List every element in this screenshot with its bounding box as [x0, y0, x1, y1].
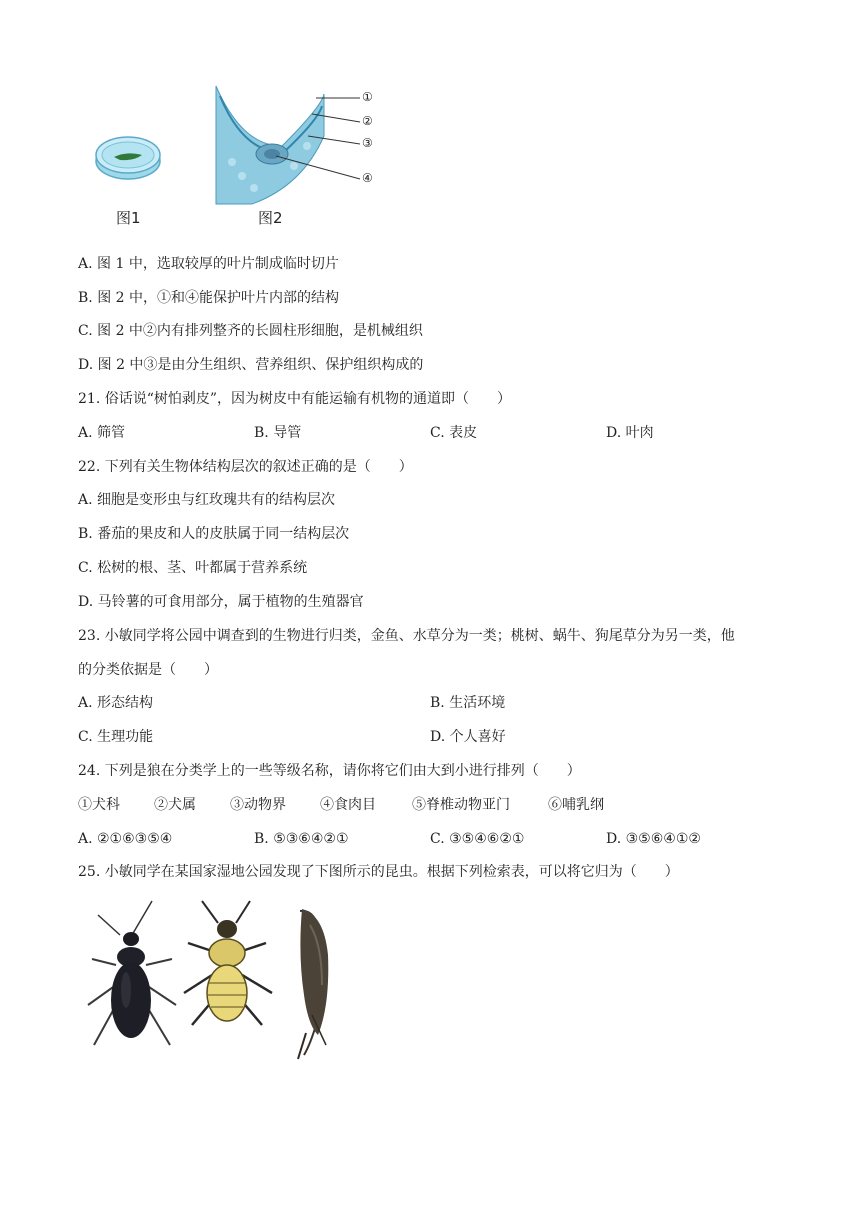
label-2: ② [362, 114, 373, 128]
weevil-image [298, 909, 328, 1059]
figure-1-caption: 图1 [116, 209, 141, 227]
q24-item-1: ①犬科 [78, 797, 120, 813]
label-3: ③ [362, 136, 373, 150]
q22-option-d: D. 马铃薯的可食用部分，属于植物的生殖器官 [78, 594, 364, 610]
q25-stem: 25. 小敏同学在某国家湿地公园发现了下图所示的昆虫。根据下列检索表，可以将它归为（ ） [78, 864, 679, 880]
q24-item-4: ④食肉目 [320, 797, 376, 813]
q24-option-a: A. ②①⑥③⑤④ [78, 831, 173, 847]
insect-photos [80, 895, 350, 1065]
q23-option-c: C. 生理功能 [78, 729, 154, 745]
petri-dish-figure [90, 125, 170, 185]
q21-option-b: B. 导管 [254, 425, 302, 441]
q23-option-d: D. 个人喜好 [430, 729, 506, 745]
q22-option-a: A. 细胞是变形虫与红玫瑰共有的结构层次 [78, 492, 336, 508]
q24-option-b: B. ⑤③⑥④②① [254, 831, 349, 847]
q22-option-b: B. 番茄的果皮和人的皮肤属于同一结构层次 [78, 526, 350, 542]
q24-item-2: ②犬属 [154, 797, 196, 813]
q22-option-c: C. 松树的根、茎、叶都属于营养系统 [78, 560, 308, 576]
q23-stem-line-2: 的分类依据是（ ） [78, 662, 218, 678]
q24-item-5: ⑤脊椎动物亚门 [412, 797, 510, 813]
q23-stem-line-1: 23. 小敏同学将公园中调查到的生物进行归类，金鱼、水草分为一类；桃树、蜗牛、狗尾草分为另一类，他 [78, 628, 735, 644]
q21-option-c: C. 表皮 [430, 425, 478, 441]
yellow-beetle-image [184, 901, 272, 1025]
q21-option-d: D. 叶肉 [606, 425, 654, 441]
q24-item-6: ⑥哺乳纲 [548, 797, 604, 813]
q20-option-d: D. 图 2 中③是由分生组织、营养组织、保护组织构成的 [78, 357, 424, 373]
q24-option-d: D. ③⑤⑥④①② [606, 831, 701, 847]
figure-2-caption: 图2 [258, 209, 283, 227]
q21-option-a: A. 筛管 [78, 425, 126, 441]
q24-item-3: ③动物界 [230, 797, 286, 813]
q23-option-b: B. 生活环境 [430, 695, 506, 711]
q22-stem: 22. 下列有关生物体结构层次的叙述正确的是（ ） [78, 459, 413, 475]
q20-option-b: B. 图 2 中，①和④能保护叶片内部的结构 [78, 290, 339, 306]
ground-beetle-image [88, 901, 176, 1045]
q24-option-c: C. ③⑤④⑥②① [430, 831, 525, 847]
q20-option-a: A. 图 1 中，选取较厚的叶片制成临时切片 [78, 256, 339, 272]
q20-option-c: C. 图 2 中②内有排列整齐的长圆柱形细胞，是机械组织 [78, 323, 423, 339]
label-4: ④ [362, 171, 373, 185]
q21-stem: 21. 俗话说“树怕剥皮”，因为树皮中有能运输有机物的通道即（ ） [78, 391, 512, 407]
q23-option-a: A. 形态结构 [78, 695, 154, 711]
label-1: ① [362, 90, 373, 104]
leaf-cross-section-figure [212, 76, 402, 206]
q24-stem: 24. 下列是狼在分类学上的一些等级名称，请你将它们由大到小进行排列（ ） [78, 763, 581, 779]
